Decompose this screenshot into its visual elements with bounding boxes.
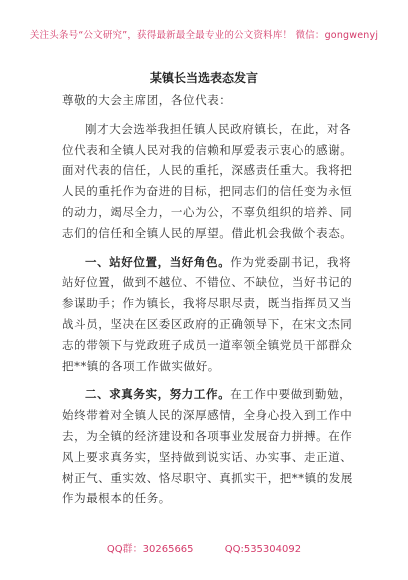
promo-banner: 关注头条号“公文研究”，获得最新最全最专业的公文资料库！ 微信：gongwenyj — [29, 30, 379, 41]
document-title: 某镇长当选表态发言 — [149, 71, 258, 85]
document-body — [62, 90, 362, 509]
point-2-text: 在工作中要做到勤勉，始终带着对全镇人民的深厚感情，全身心投入到工作中去，为全镇的经济建设和各项事业发展奋力拼搏。在作风上要求真务实，坚持做到说实话、办实事、走正道、树正气、重实效、恪尽职守、真抓实干，把**镇的发展作为最根本的任务。 — [62, 387, 353, 506]
point-1-text: 作为党委副书记，我将站好位置，做到不越位、不错位、不缺位，当好书记的参谋助手；作为镇长，我将尽职尽责，既当指挥员又当战斗员，坚决在区委区政府的正确领导下，在宋文杰同志的带领下与党政班子成员一道率领全镇党员干部群众把**镇的各项工作做实做好。 — [62, 254, 353, 373]
point-2-heading: 二、求真务实，努力工作。 — [85, 387, 231, 402]
point-2-paragraph — [62, 384, 362, 509]
intro-paragraph: 刚才大会选举我担任镇人民政府镇长，在此，对各位代表和全镇人民对我的信赖和厚爱表示衷心的感谢。面对代表的信任，人民的重托，深感责任重大。我将把人民的重托作为奋进的目标，把同志们的信任变为永恒的动力，竭尽全力，一心为公，不辜负组织的培养、同志们的信任和全镇人民的厚望。借此机会我做个表态。 — [62, 121, 353, 240]
point-1-paragraph — [62, 252, 362, 377]
point-1-heading: 一、站好位置，当好角色。 — [85, 254, 231, 269]
qq-text: QQ:535304092 — [224, 544, 302, 555]
contact-footer — [0, 540, 408, 555]
salutation: 尊敬的大会主席团，各位代表： — [62, 93, 232, 107]
qq-group-text: QQ群：30265665 — [106, 544, 194, 555]
